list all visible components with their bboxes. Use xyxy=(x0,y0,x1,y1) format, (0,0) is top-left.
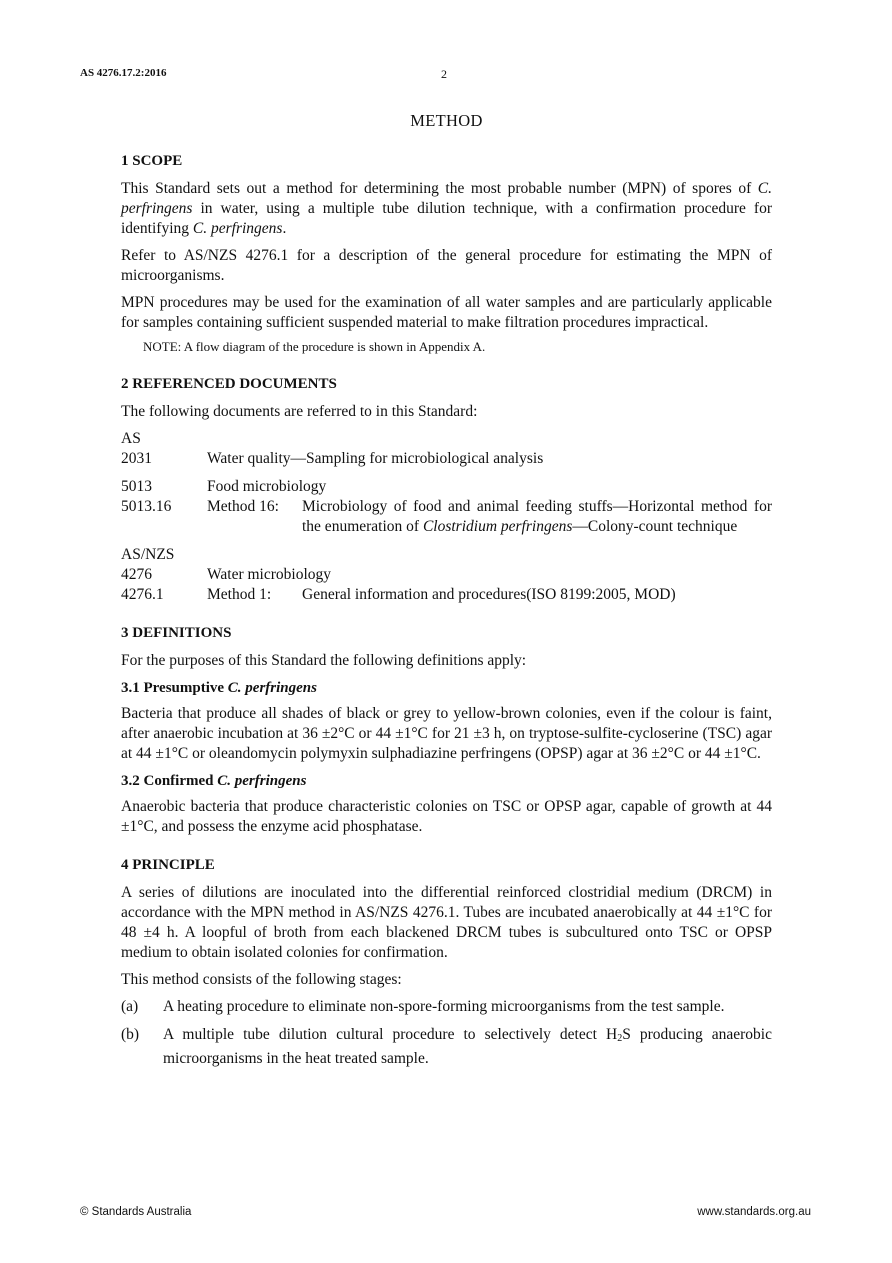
section-scope xyxy=(121,151,772,356)
reference-row: 4276.1 Method 1: General information and procedures(ISO 8199:2005, MOD) xyxy=(121,586,676,603)
section-heading: 1 SCOPE xyxy=(121,153,183,169)
page-body xyxy=(121,111,772,1087)
section-heading: 2 REFERENCED DOCUMENTS xyxy=(121,376,337,392)
subsection-heading: 3.1 Presumptive C. perfringens xyxy=(121,680,317,696)
paragraph: This method consists of the following stages: xyxy=(121,971,402,988)
paragraph: Bacteria that produce all shades of black or grey to yellow-brown colonies, even if the colour is faint, after anaerobic incubation at 36 ±2°C or 44 ±1°C for 21 ±3 h, on tryptose-sulfite-cycloserine (TSC) agar at 44 ±1°C or oleandomycin polymyxin sulphadiazine perfringens (OPSP) agar at 36 ±2°C or 44 ±1°C. xyxy=(121,705,772,762)
reference-row: 5013.16 Method 16: Microbiology of food and animal feeding stuffs—Horizontal method for the enumeration of Clostridium perfringens—Colony-count technique xyxy=(121,498,772,535)
paragraph: This Standard sets out a method for determining the most probable number (MPN) of spores of C. perfringens in water, using a multiple tube dilution technique, with a confirmation procedure for identifying C. perfringens. xyxy=(121,180,772,237)
footer-copyright: © Standards Australia xyxy=(80,1206,192,1218)
paragraph: A series of dilutions are inoculated into the differential reinforced clostridial medium (DRCM) in accordance with the MPN method in AS/NZS 4276.1. Tubes are incubated anaerobically at 44 ±1°C for 48 ±4 h. A loopful of broth from each blackened DRCM tubes is subcultured onto TSC or OPSP medium to obtain isolated colonies for confirmation. xyxy=(121,884,772,961)
reference-row: 5013 Food microbiology xyxy=(121,478,327,495)
paragraph: MPN procedures may be used for the examination of all water samples and are particularly applicable for samples containing sufficient suspended material to make filtration procedures impractical. xyxy=(121,294,772,331)
page-number: 2 xyxy=(441,67,447,81)
ref-group-label: AS/NZS xyxy=(121,546,175,563)
doc-code: AS 4276.17.2:2016 xyxy=(80,67,167,79)
reference-row: 4276 Water microbiology xyxy=(121,566,332,583)
paragraph: Refer to AS/NZS 4276.1 for a description of the general procedure for estimating the MPN of microorganisms. xyxy=(121,247,772,284)
paragraph: Anaerobic bacteria that produce characteristic colonies on TSC or OPSP agar, capable of growth at 44 ±1°C, and possess the enzyme acid phosphatase. xyxy=(121,798,772,835)
section-referenced-documents xyxy=(121,374,772,605)
list-item: (a) A heating procedure to eliminate non-spore-forming microorganisms from the test sample. xyxy=(121,998,725,1015)
subsection-heading: 3.2 Confirmed C. perfringens xyxy=(121,773,307,789)
list-item: (b) A multiple tube dilution cultural procedure to selectively detect $H_2S$ producing anaerobic microorganisms in the heat treated sample. xyxy=(121,1026,772,1067)
paragraph: The following documents are referred to in this Standard: xyxy=(121,403,478,420)
reference-row: 2031 Water quality—Sampling for microbiological analysis xyxy=(121,450,544,467)
section-principle xyxy=(121,855,772,1069)
page-title: METHOD xyxy=(410,111,483,130)
paragraph: For the purposes of this Standard the following definitions apply: xyxy=(121,652,527,669)
section-definitions xyxy=(121,623,772,837)
footer-website: www.standards.org.au xyxy=(697,1206,811,1218)
note: NOTE: A flow diagram of the procedure is shown in Appendix A. xyxy=(143,339,486,354)
section-heading: 3 DEFINITIONS xyxy=(121,625,232,641)
section-heading: 4 PRINCIPLE xyxy=(121,857,215,873)
ref-group-label: AS xyxy=(121,430,141,447)
